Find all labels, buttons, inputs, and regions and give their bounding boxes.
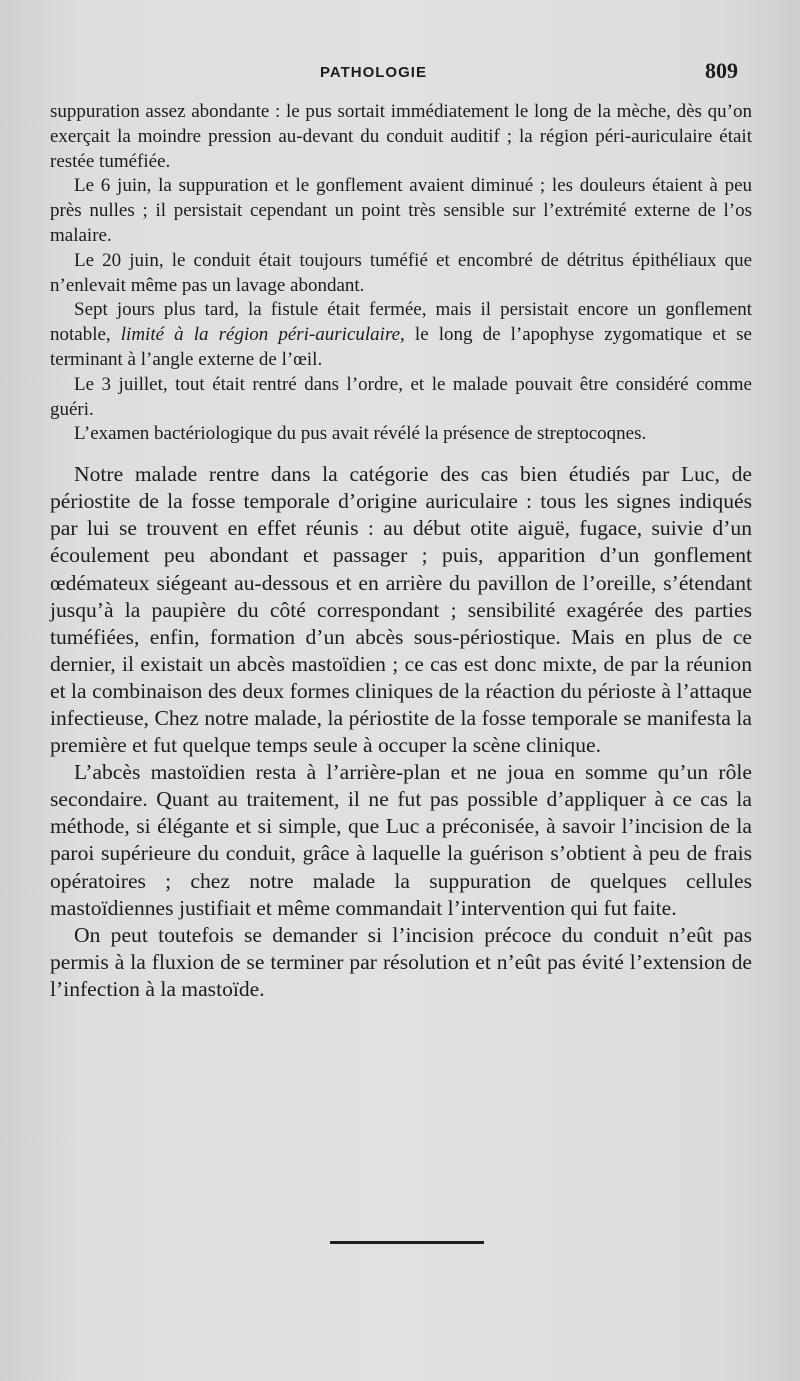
discussion-section	[50, 461, 752, 1003]
paragraph-text: le long de l’apophyse zygomatique et se terminant à l’angle externe de l’œil.	[50, 324, 752, 370]
paragraph	[50, 298, 752, 372]
section-divider	[330, 1241, 484, 1244]
paragraph-text: Sept jours plus tard, la fistule était fermée, mais il persistait encore un gonflement notable,	[50, 299, 752, 346]
paragraph: Le 3 juillet, tout était rentré dans l’ordre, et le malade pouvait être considéré comme guéri.	[50, 373, 752, 420]
paragraph: Le 20 juin, le conduit était toujours tuméfié et encombré de détritus épithéliaux que n’enlevait même pas un lavage abondant.	[50, 249, 752, 296]
paragraph: Le 6 juin, la suppuration et le gonflement avaient diminué ; les douleurs étaient à peu près nulles ; il persistait cependant un point très sensible sur l’extrémité externe de l’os malaire.	[50, 175, 752, 246]
paragraph: L’abcès mastoïdien resta à l’arrière-plan et ne joua en somme qu’un rôle secondaire. Quant au traitement, il ne fut pas possible d’appliquer à ce cas la méthode, si élégante et si simple, que Luc a préconisée, à savoir l’incision de la paroi supérieure du conduit, grâce à laquelle la guérison s’obtient à peu de frais opératoires ; chez notre malade la suppuration de quelques cellules mastoïdiennes justifiait et même commandait l’intervention qui fut faite.	[50, 760, 752, 920]
page-header	[0, 58, 800, 88]
case-report-section	[50, 100, 752, 447]
paragraph: On peut toutefois se demander si l’incision précoce du conduit n’eût pas permis à la fluxion de se terminer par résolution et n’eût pas évité l’extension de l’infection à la mastoïde.	[50, 922, 752, 1001]
page-body	[50, 100, 752, 1003]
italic-phrase: limité à la région péri-auriculaire,	[120, 324, 405, 346]
paragraph: suppuration assez abondante : le pus sortait immédiatement le long de la mèche, dès qu’on exerçait la moindre pression au-devant du conduit auditif ; la région péri-auriculaire était restée tuméfiée.	[50, 101, 752, 172]
page-number: 809	[705, 58, 738, 83]
running-title: PATHOLOGIE	[320, 64, 427, 81]
paragraph: L’examen bactériologique du pus avait révélé la présence de streptocoqnes.	[74, 423, 647, 445]
paragraph: Notre malade rentre dans la catégorie des cas bien étudiés par Luc, de périostite de la fosse temporale d’origine auriculaire : tous les signes indiqués par lui se trouvent en effet réunis : au début otite aiguë, fugace, suivie d’un écoulement peu abondant et passager ; puis, apparition d’un gonflement œdémateux siégeant au-dessous et en arrière du pavillon de l’oreille, s’étendant jusqu’à la paupière du côté correspondant ; sensibilité exagérée des parties tuméfiées, enfin, formation d’un abcès sous-périostique. Mais en plus de ce dernier, il existait un abcès mastoïdien ; ce cas est donc mixte, de par la réunion et la combinaison des deux formes cliniques de la réaction du périoste à l’attaque infectieuse, Chez notre malade, la périostite de la fosse temporale se manifesta la première et fut quelque temps seule à occuper la scène clinique.	[50, 462, 752, 758]
